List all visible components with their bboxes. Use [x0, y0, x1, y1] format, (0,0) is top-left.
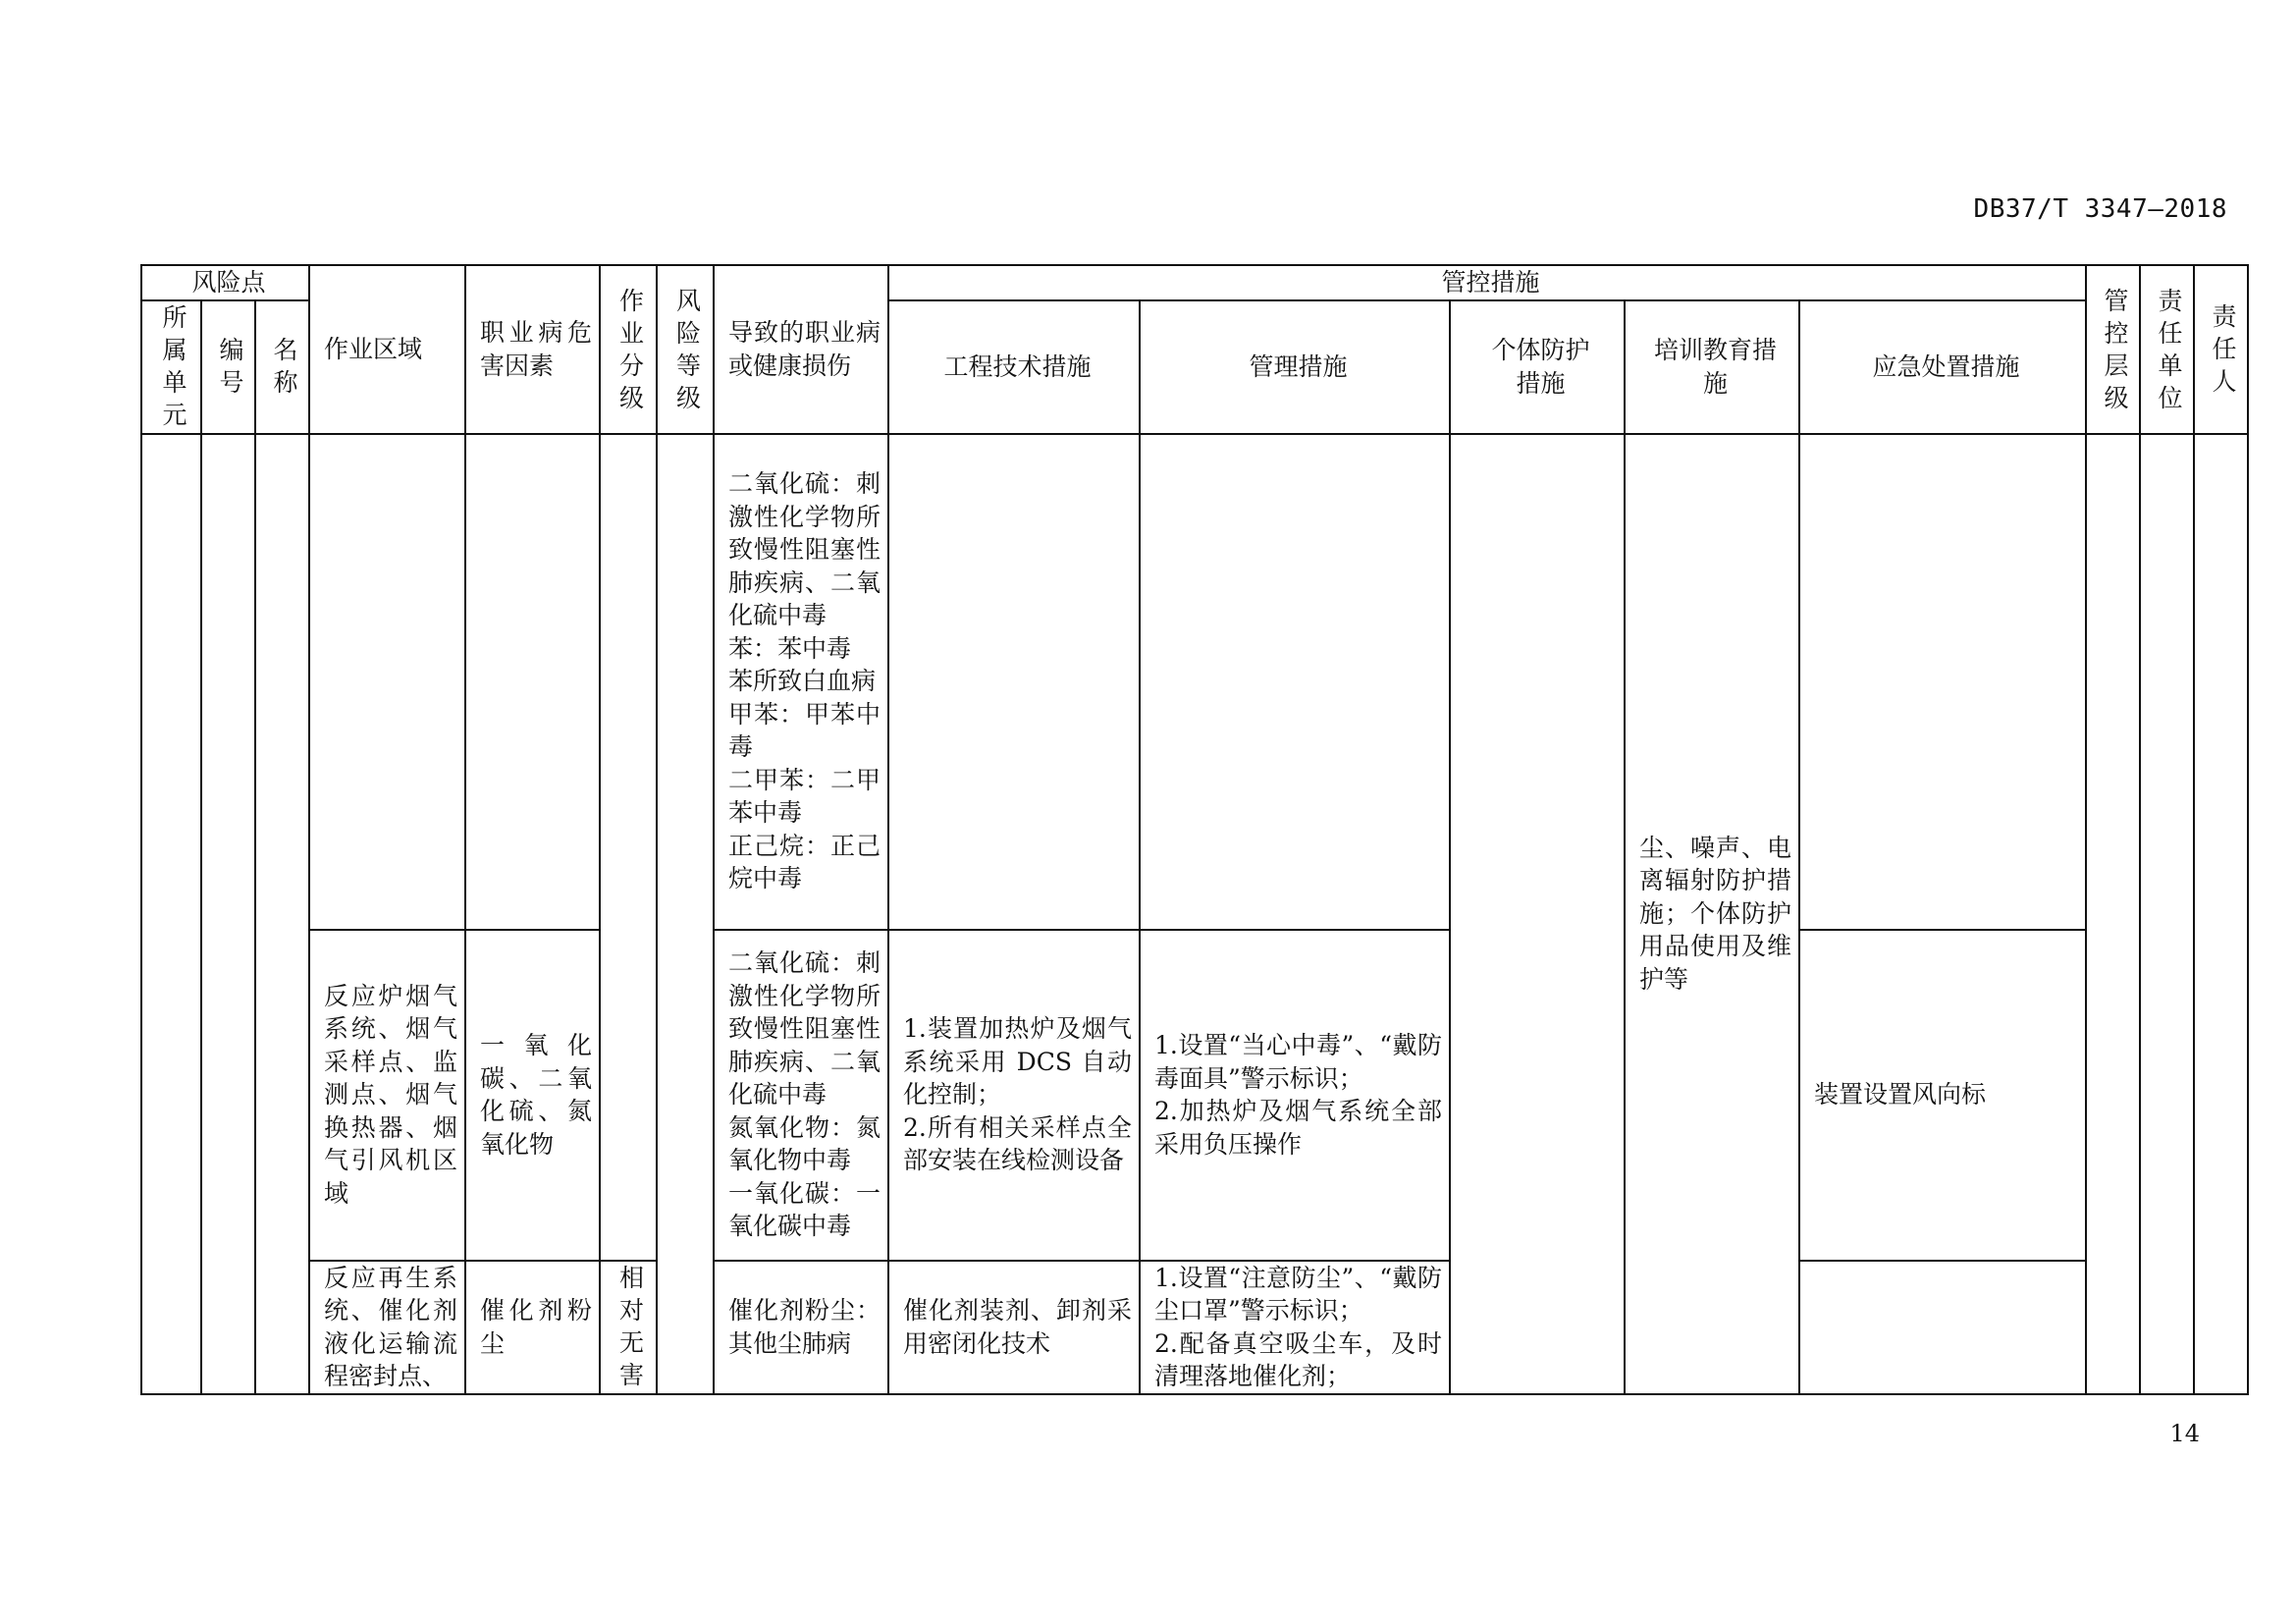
table-row	[141, 930, 2248, 1261]
cell-work-grade: 相对无害	[600, 1261, 657, 1394]
cell-resp-unit	[2140, 434, 2194, 1394]
header-risk-point: 风险点	[141, 265, 309, 300]
cell-hazard-factor: 催化剂粉尘	[465, 1261, 600, 1394]
header-engineering: 工程技术措施	[888, 300, 1140, 434]
header-disease: 导致的职业病或健康损伤	[714, 265, 888, 434]
header-resp-person: 责任人	[2194, 265, 2248, 434]
cell-disease: 催化剂粉尘：其他尘肺病	[714, 1261, 888, 1394]
cell-management: 1.设置“注意防尘”、“戴防尘口罩”警示标识； 2.配备真空吸尘车，及时清理落地催化剂；	[1140, 1261, 1450, 1394]
cell-emergency	[1799, 1261, 2086, 1394]
cell-work-area: 反应再生系统、催化剂液化运输流程密封点、	[309, 1261, 465, 1394]
cell-management: 1.设置“当心中毒”、“戴防毒面具”警示标识； 2.加热炉及烟气系统全部采用负压操作	[1140, 930, 1450, 1261]
cell-engineering: 1.装置加热炉及烟气系统采用 DCS 自动化控制； 2.所有相关采样点全部安装在线检测设备	[888, 930, 1140, 1261]
cell-work-grade	[600, 434, 657, 1261]
document-code: DB37/T 3347—2018	[1973, 194, 2227, 224]
cell-emergency	[1799, 434, 2086, 930]
cell-disease: 二氧化硫：刺激性化学物所致慢性阻塞性肺疾病、二氧化硫中毒 苯：苯中毒 苯所致白血病 甲苯：甲苯中毒 二甲苯：二甲苯中毒 正己烷：正己烷中毒	[714, 434, 888, 930]
risk-control-table	[140, 264, 2249, 1395]
header-emergency: 应急处置措施	[1799, 300, 2086, 434]
cell-number	[201, 434, 255, 1394]
header-management: 管理措施	[1140, 300, 1450, 434]
header-name: 名称	[255, 300, 309, 434]
cell-work-area: 反应炉烟气系统、烟气采样点、监测点、烟气换热器、烟气引风机区域	[309, 930, 465, 1261]
cell-engineering: 催化剂装剂、卸剂采用密闭化技术	[888, 1261, 1140, 1394]
header-ppe: 个体防护 措施	[1450, 300, 1625, 434]
cell-control-level	[2086, 434, 2140, 1394]
table-row	[141, 1261, 2248, 1394]
header-work-grade: 作业分级	[600, 265, 657, 434]
page-number: 14	[2169, 1420, 2200, 1447]
header-control-level: 管控层级	[2086, 265, 2140, 434]
cell-name	[255, 434, 309, 1394]
cell-hazard-factor	[465, 434, 600, 930]
cell-engineering	[888, 434, 1140, 930]
cell-disease: 二氧化硫：刺激性化学物所致慢性阻塞性肺疾病、二氧化硫中毒 氮氧化物：氮氧化物中毒 一氧化碳：一氧化碳中毒	[714, 930, 888, 1261]
header-hazard-factor: 职业病危害因素	[465, 265, 600, 434]
header-risk-level: 风险等级	[657, 265, 714, 434]
header-control-measures: 管控措施	[888, 265, 2086, 300]
cell-emergency: 装置设置风向标	[1799, 930, 2086, 1261]
cell-training: 尘、噪声、电离辐射防护措施；个体防护用品使用及维护等	[1625, 434, 1799, 1394]
header-resp-unit: 责任单位	[2140, 265, 2194, 434]
table-row	[141, 434, 2248, 930]
header-number: 编号	[201, 300, 255, 434]
cell-management	[1140, 434, 1450, 930]
header-training: 培训教育措 施	[1625, 300, 1799, 434]
cell-hazard-factor: 一氧化碳、二氧化硫、氮氧化物	[465, 930, 600, 1261]
header-unit: 所属单元	[141, 300, 201, 434]
cell-resp-person	[2194, 434, 2248, 1394]
cell-unit	[141, 434, 201, 1394]
header-work-area: 作业区域	[309, 265, 465, 434]
cell-risk-level	[657, 434, 714, 1394]
cell-ppe	[1450, 434, 1625, 1394]
cell-work-area	[309, 434, 465, 930]
